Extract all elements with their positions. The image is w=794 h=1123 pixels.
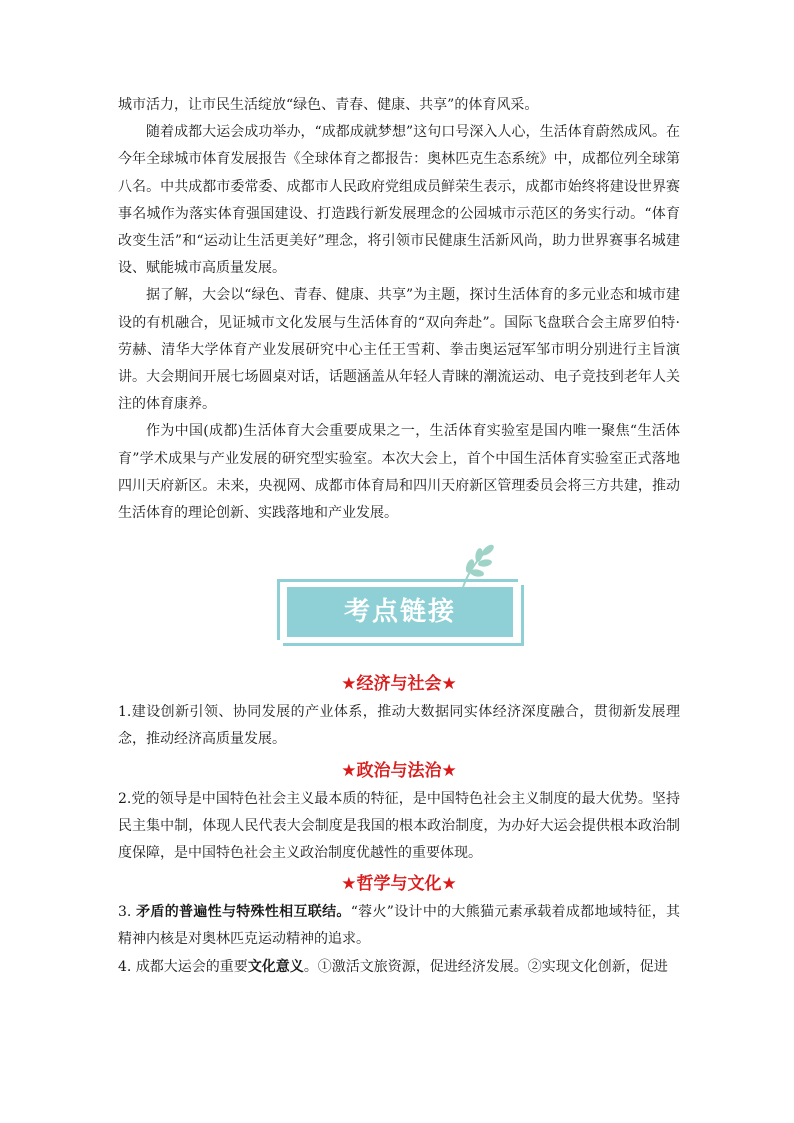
section-heading-politics: ★政治与法治★: [341, 760, 457, 781]
document-body: [118, 92, 680, 981]
point-item-4-text: 。①激活文旅资源，促进经济发展。②实现文化创新，促进: [303, 958, 668, 975]
paragraph-3: 据了解，大会以“绿色、青春、健康、共享”为主题，探讨生活体育的多元业态和城市建设的有机融合，见证城市文化发展与生活体育的“双向奔赴”。国际飞盘联合会主席罗伯特·劳赫、清华大学体育产业发展研究中心主任王雪莉、拳击奥运冠军邹市明分别进行主旨演讲。大会期间开展七场圆桌对话，话题涵盖从年轻人青睐的潮流运动、电子竞技到老年人关注的体育康养。: [118, 287, 680, 413]
point-item-1: 1.建设创新引领、协同发展的产业体系，推动大数据同实体经济深度融合，贯彻新发展理念，推动经济高质量发展。: [118, 704, 680, 748]
section-heading-economy: ★经济与社会★: [341, 674, 457, 695]
point-item-3: [118, 899, 680, 953]
point-item-3-keyword: 矛盾的普遍性与特殊性相互联结。: [136, 904, 351, 921]
point-item-3-number: 3.: [118, 904, 137, 921]
point-item-4-lead: 成都大运会的重要: [135, 958, 248, 975]
section-banner: [269, 541, 529, 645]
point-item-2: 2.党的领导是中国特色社会主义最本质的特征，是中国特色社会主义制度的最大优势。坚持民主集中制，体现人民代表大会制度是我国的根本政治制度，为办好大运会提供根本政治制度保障，是中国特色社会主义政治制度优越性的重要体现。: [118, 790, 680, 862]
paragraph-4: 作为中国(成都)生活体育大会重要成果之一，生活体育实验室是国内唯一聚焦“生活体育”学术成果与产业发展的研究型实验室。本次大会上，首个中国生活体育实验室正式落地四川天府新区。未来，央视网、成都市体育局和四川天府新区管理委员会将三方共建，推动生活体育的理论创新、实践落地和产业发展。: [118, 423, 680, 522]
paragraph-2: 随着成都大运会成功举办，“成都成就梦想”这句口号深入人心，生活体育蔚然成风。在今年全球城市体育发展报告《全球体育之都报告：奥林匹克生态系统》中，成都位列全球第八名。中共成都市委常委、成都市人民政府党组成员鲜荣生表示，成都市始终将建设世界赛事名城作为落实体育强国建设、打造践行新发展理念的公园城市示范区的务实行动。“体育改变生活”和“运动让生活更美好”理念，将引领市民健康生活新风尚，助力世界赛事名城建设、赋能城市高质量发展。: [118, 124, 680, 277]
section-heading-philosophy: ★哲学与文化★: [341, 874, 457, 895]
point-item-4-number: 4.: [118, 958, 136, 975]
point-item-3-text: “蓉火”设计中的大熊猫元素承载着成都地域特征，其精神内核是对奥林匹克运动精神的追求。: [118, 904, 680, 948]
paragraph-1: 城市活力，让市民生活绽放“绿色、青春、健康、共享”的体育风采。: [118, 97, 539, 113]
banner-title: 考点链接: [287, 587, 513, 637]
point-item-4: [118, 954, 680, 981]
point-item-4-keyword: 文化意义: [247, 958, 304, 975]
